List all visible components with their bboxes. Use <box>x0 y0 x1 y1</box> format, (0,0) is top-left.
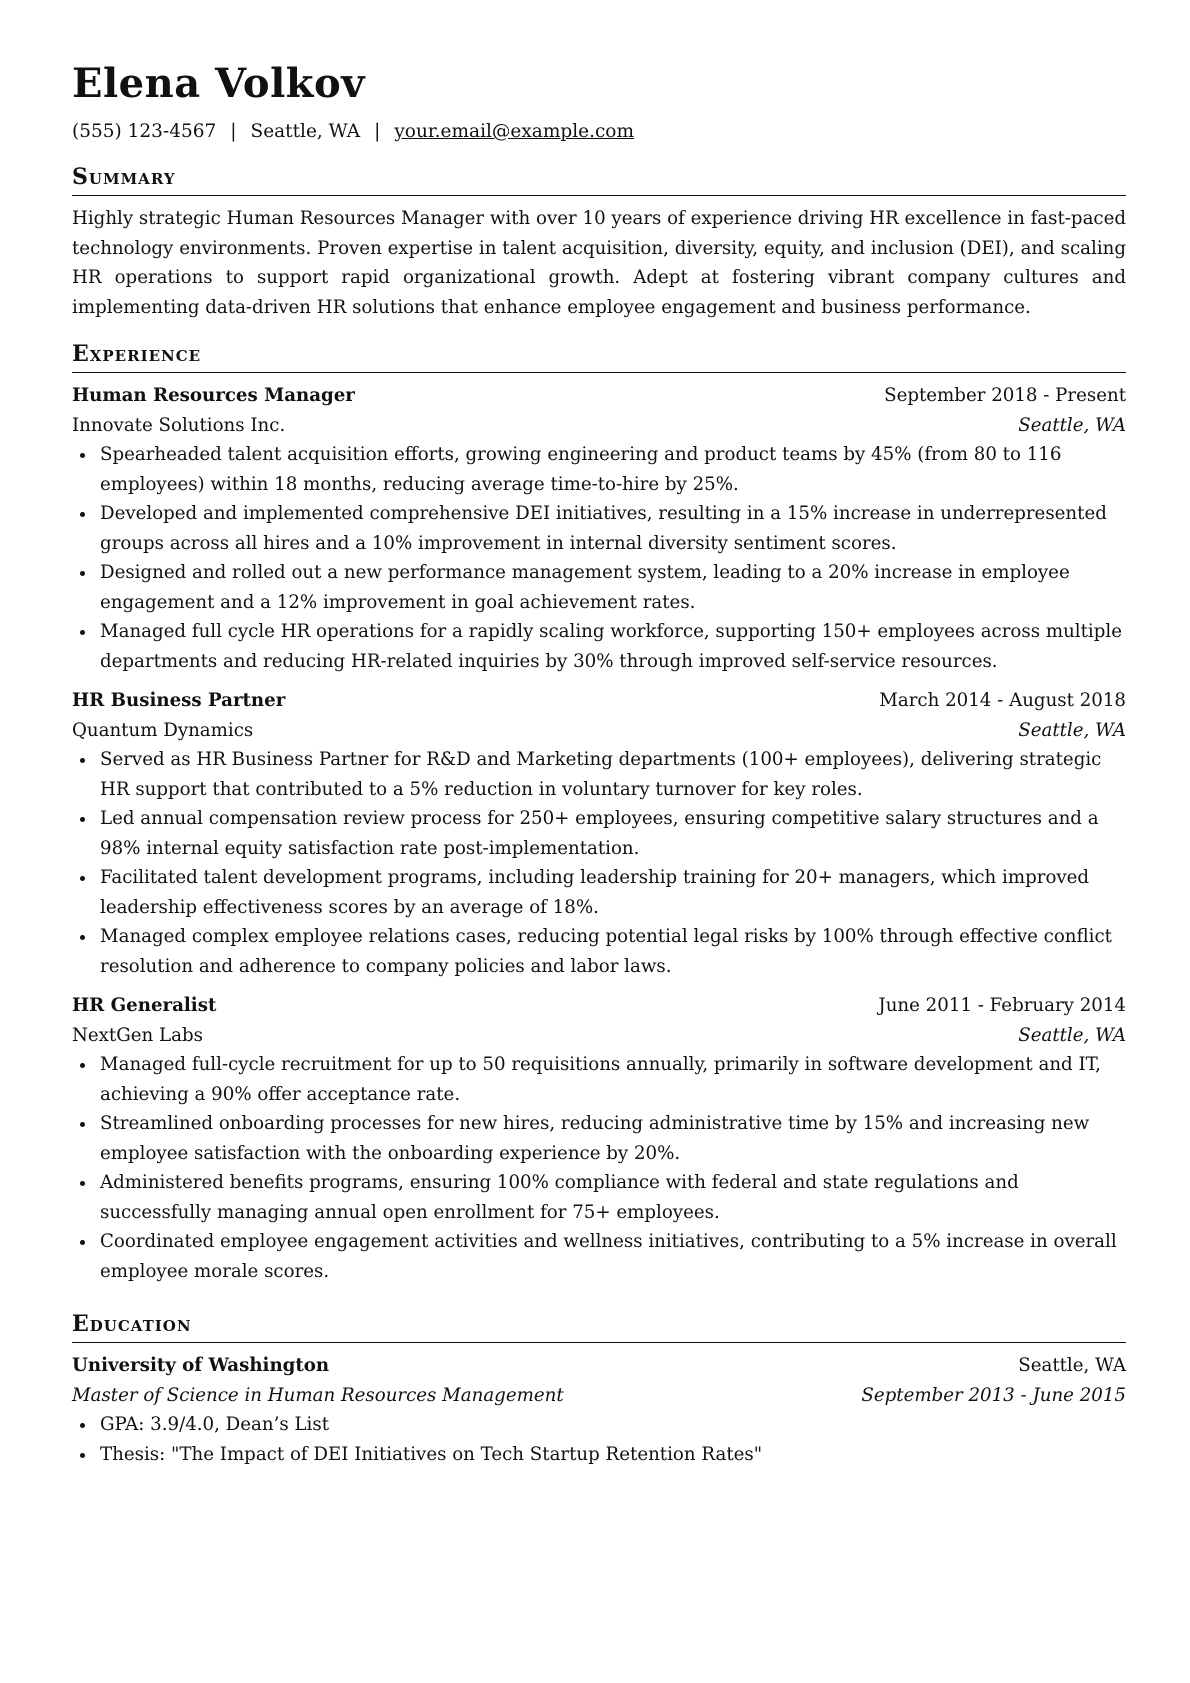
bullet-item: Administered benefits programs, ensuring 100% compliance with federal and state regulations and successfully managing annual open enrollment for 75+ employees. <box>72 1168 1126 1227</box>
job-entry <box>72 686 1126 981</box>
bullet-item: Designed and rolled out a new performance management system, leading to a 20% increase in employee engagement and a 12% improvement in goal achievement rates. <box>72 558 1126 617</box>
bullet-item: Spearheaded talent acquisition efforts, growing engineering and product teams by 45% (from 80 to 116 employees) within 18 months, reducing average time-to-hire by 25%. <box>72 440 1126 499</box>
job-bullets <box>72 1050 1126 1286</box>
candidate-name: Elena Volkov <box>72 60 365 107</box>
school-location: Seattle, WA <box>1018 1355 1126 1376</box>
bullet-item: Managed full-cycle recruitment for up to 50 requisitions annually, primarily in software development and IT, achieving a 90% offer acceptance rate. <box>72 1050 1126 1109</box>
bullet-item: Coordinated employee engagement activities and wellness initiatives, contributing to a 5% increase in overall employee morale scores. <box>72 1227 1126 1286</box>
phone-number: (555) 123-4567 <box>72 121 217 142</box>
resume-page <box>72 58 1126 1469</box>
education-entry <box>72 1351 1126 1469</box>
contact-location: Seattle, WA <box>250 121 361 142</box>
job-title: HR Generalist <box>72 995 217 1016</box>
summary-section <box>72 162 1126 322</box>
education-dates: September 2013 - June 2015 <box>861 1384 1126 1406</box>
bullet-item: Streamlined onboarding processes for new hires, reducing administrative time by 15% and increasing new employee satisfaction with the onboarding experience by 20%. <box>72 1109 1126 1168</box>
summary-heading: Summary <box>72 162 1126 196</box>
job-subheader <box>72 716 1126 746</box>
education-heading: Education <box>72 1309 1126 1343</box>
company-name: Innovate Solutions Inc. <box>72 414 286 436</box>
job-bullets <box>72 440 1126 676</box>
summary-text: Highly strategic Human Resources Manager with over 10 years of experience driving HR excellence in fast-paced technology environments. Proven expertise in talent acquisition, diversity, equity, and inclusion (DEI), and scaling HR operations to support rapid organizational growth. Adept at fostering vibrant company cultures and implementing data-driven HR solutions that enhance employee engagement and business performance. <box>72 208 1127 318</box>
job-subheader <box>72 1021 1126 1051</box>
job-dates: September 2018 - Present <box>884 385 1126 406</box>
bullet-item: Developed and implemented comprehensive DEI initiatives, resulting in a 15% increase in underrepresented groups across all hires and a 10% improvement in internal diversity sentiment scores. <box>72 499 1126 558</box>
contact-separator: | <box>374 121 381 142</box>
bullet-item: Managed complex employee relations cases, reducing potential legal risks by 100% through effective conflict resolution and adherence to company policies and labor laws. <box>72 922 1126 981</box>
bullet-item: Managed full cycle HR operations for a rapidly scaling workforce, supporting 150+ employees across multiple departments and reducing HR-related inquiries by 30% through improved self-service resources. <box>72 617 1126 676</box>
bullet-item: Facilitated talent development programs, including leadership training for 20+ managers, which improved leadership effectiveness scores by an average of 18%. <box>72 863 1126 922</box>
job-subheader <box>72 411 1126 441</box>
education-bullets <box>72 1410 1126 1469</box>
bullet-item: Thesis: "The Impact of DEI Initiatives on Tech Startup Retention Rates" <box>72 1440 1126 1470</box>
experience-section <box>72 339 1126 1286</box>
bullet-item: Served as HR Business Partner for R&D and Marketing departments (100+ employees), delivering strategic HR support that contributed to a 5% reduction in voluntary turnover for key roles. <box>72 745 1126 804</box>
job-dates: March 2014 - August 2018 <box>879 690 1126 711</box>
education-section <box>72 1309 1126 1469</box>
bullet-item: Led annual compensation review process for 250+ employees, ensuring competitive salary structures and a 98% internal equity satisfaction rate post-implementation. <box>72 804 1126 863</box>
job-location: Seattle, WA <box>1018 1024 1126 1046</box>
company-name: NextGen Labs <box>72 1024 203 1046</box>
school-name: University of Washington <box>72 1355 330 1376</box>
job-location: Seattle, WA <box>1018 719 1126 741</box>
bullet-item: GPA: 3.9/4.0, Dean’s List <box>72 1410 1126 1440</box>
job-entry <box>72 381 1126 676</box>
email-link[interactable]: your.email@example.com <box>394 121 634 142</box>
company-name: Quantum Dynamics <box>72 719 254 741</box>
contact-line <box>72 119 1126 145</box>
job-header <box>72 686 1126 716</box>
job-bullets <box>72 745 1126 981</box>
education-header <box>72 1351 1126 1381</box>
job-dates: June 2011 - February 2014 <box>878 995 1126 1016</box>
contact-separator: | <box>230 121 237 142</box>
job-title: Human Resources Manager <box>72 385 355 406</box>
education-subheader <box>72 1381 1126 1411</box>
degree-name: Master of Science in Human Resources Management <box>72 1384 564 1406</box>
experience-heading: Experience <box>72 339 1126 373</box>
job-title: HR Business Partner <box>72 690 286 711</box>
job-header <box>72 991 1126 1021</box>
job-location: Seattle, WA <box>1018 414 1126 436</box>
job-entry <box>72 991 1126 1286</box>
job-header <box>72 381 1126 411</box>
